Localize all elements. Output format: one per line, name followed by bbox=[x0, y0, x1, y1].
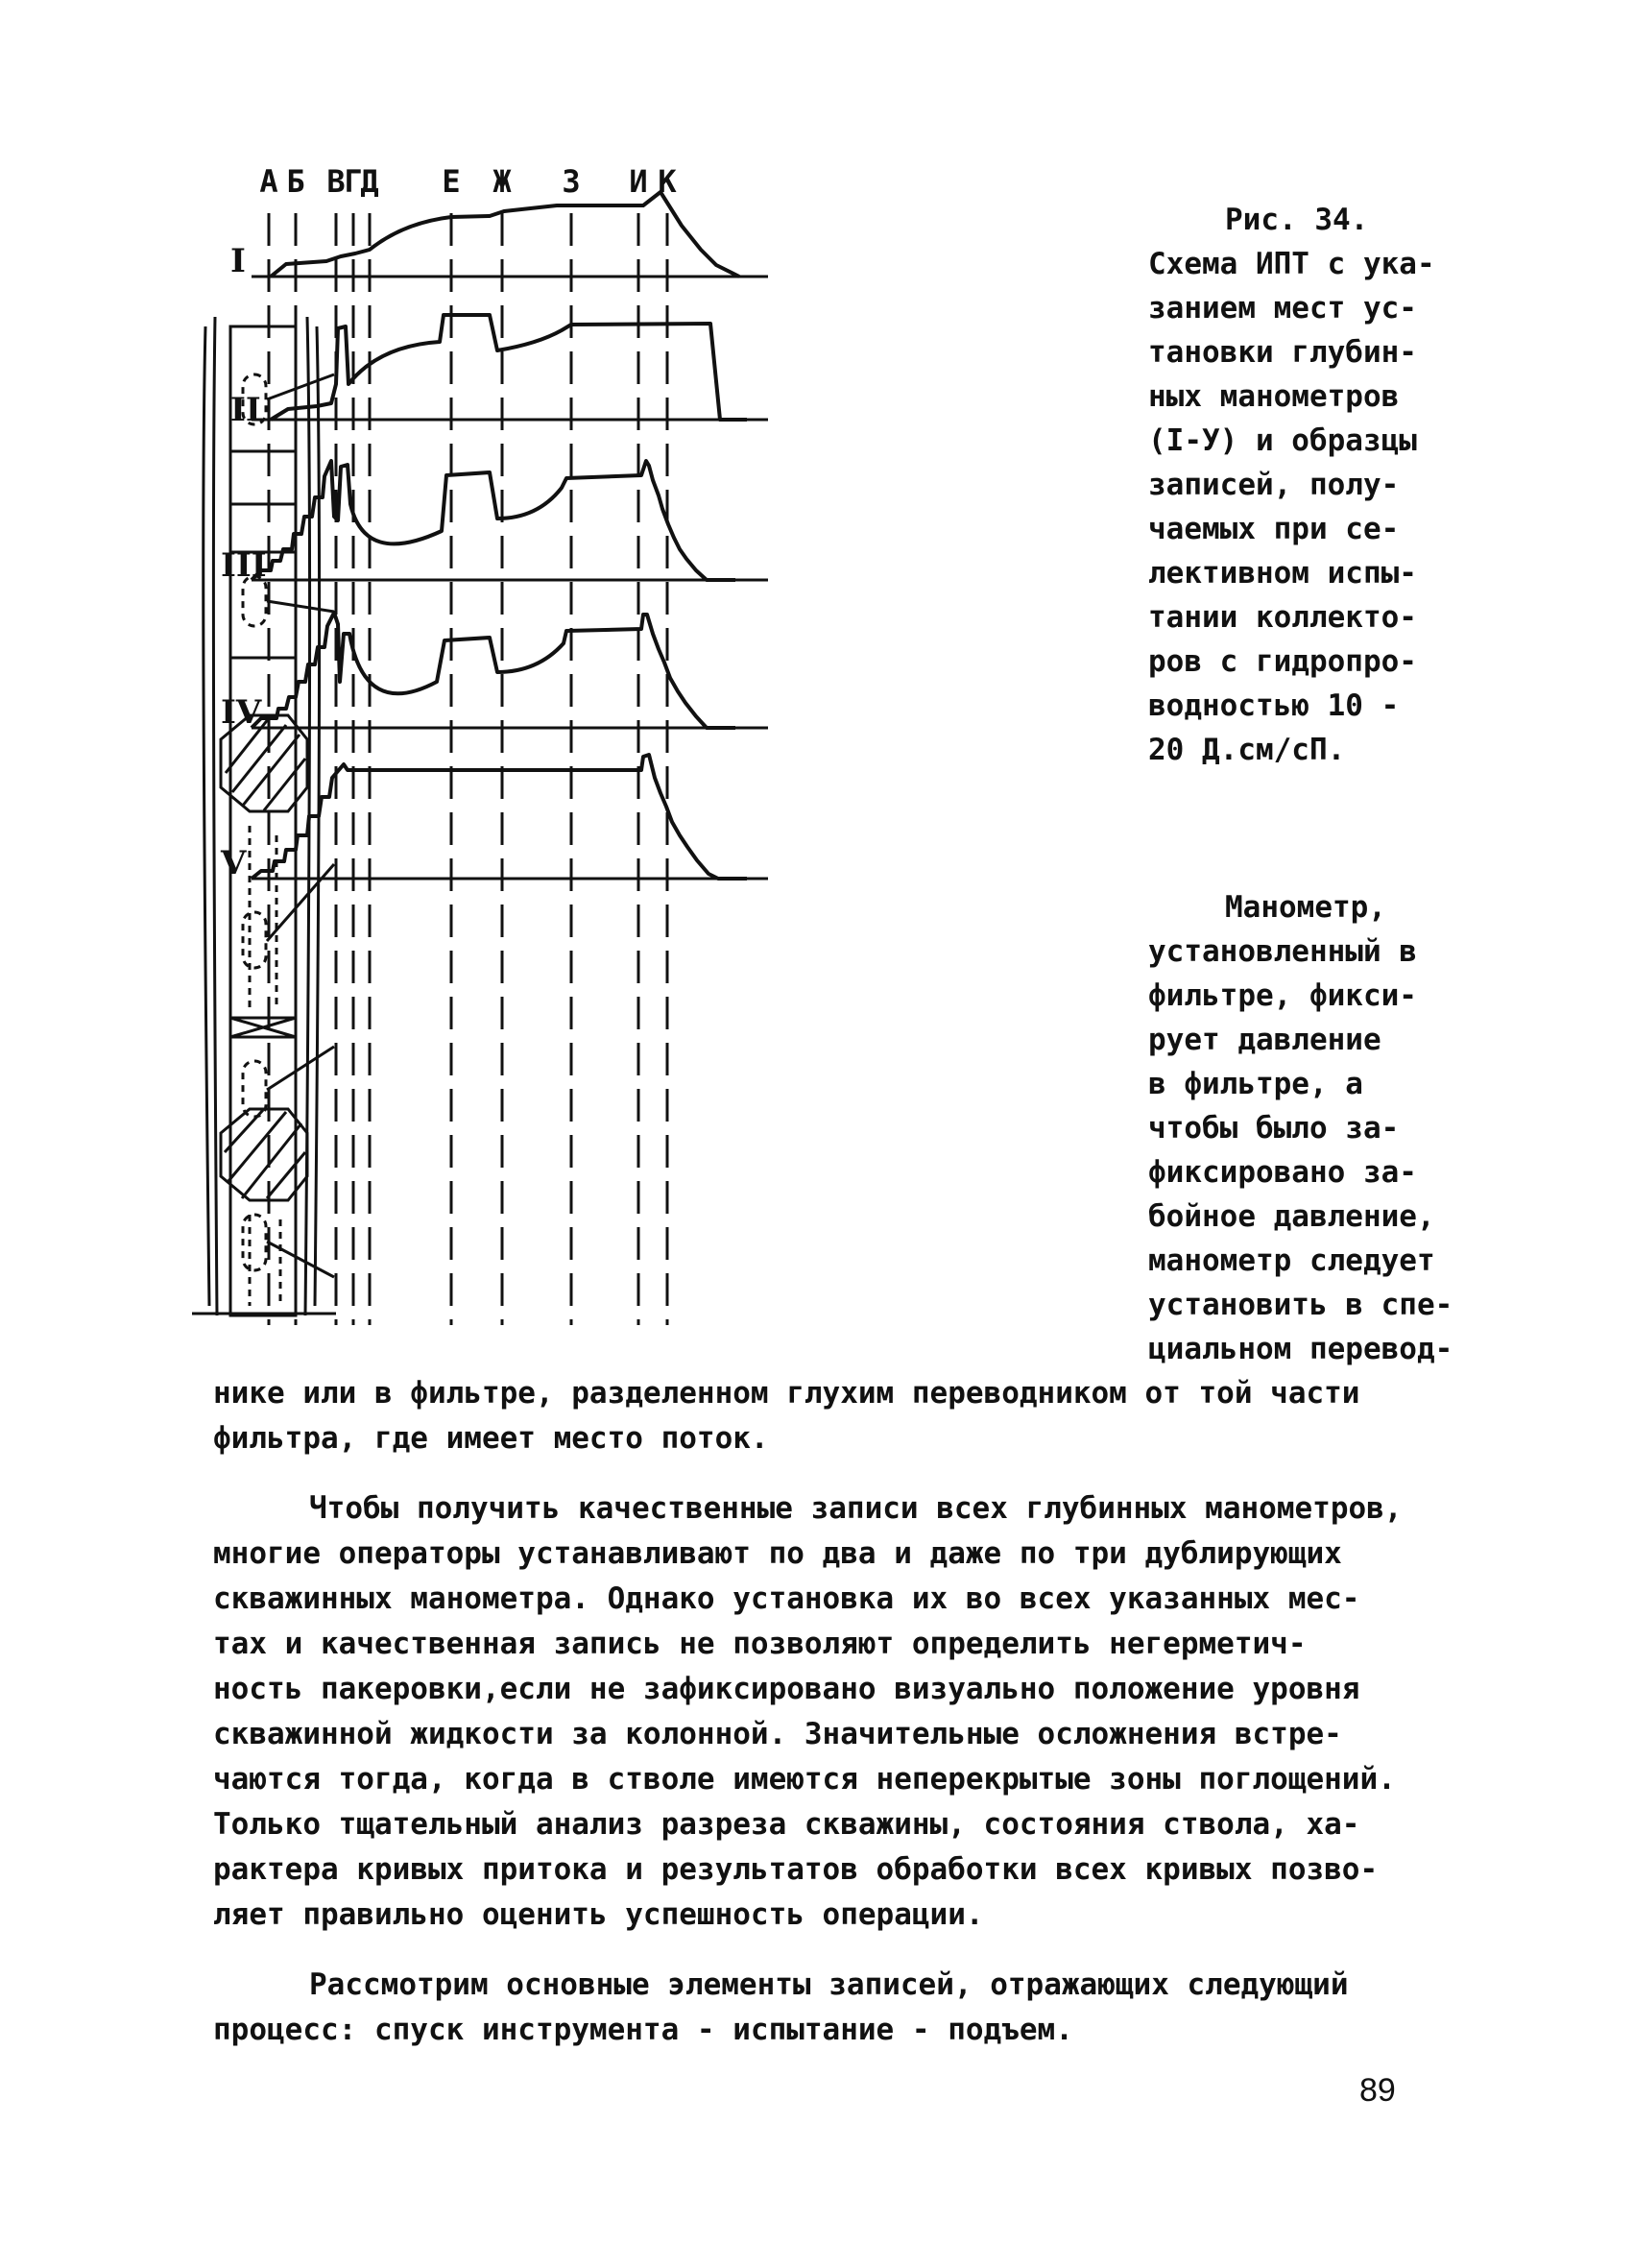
text-line: чаются тогда, когда в стволе имеются неперекрытые зоны поглощений. bbox=[213, 1762, 1396, 1797]
text-line: бойное давление, bbox=[1148, 1199, 1435, 1234]
caption-line: Схема ИПТ с ука- bbox=[1148, 247, 1435, 281]
text-line: фильтре, фикси- bbox=[1148, 978, 1417, 1013]
caption-line: тании коллекто- bbox=[1148, 600, 1417, 635]
body-text bbox=[213, 1371, 1490, 2053]
text-line: ляет правильно оценить успешность операции. bbox=[213, 1897, 984, 1932]
caption-line: записей, полу- bbox=[1148, 468, 1400, 502]
leader-V bbox=[267, 1242, 334, 1277]
text-line: скважинной жидкости за колонной. Значительные осложнения встре- bbox=[213, 1717, 1342, 1751]
text-line: манометр следует bbox=[1148, 1243, 1435, 1278]
column-label: И bbox=[629, 163, 648, 200]
figure-34 bbox=[173, 163, 1142, 1335]
caption-line: ных манометров bbox=[1148, 379, 1400, 414]
gauge-label: II bbox=[230, 391, 261, 429]
gauge-label: IV bbox=[221, 693, 262, 732]
packer-hatch bbox=[232, 725, 286, 792]
gauge-label: V bbox=[221, 844, 247, 882]
text-line: циальном перевод- bbox=[1148, 1332, 1453, 1366]
pressure-record-5 bbox=[252, 755, 747, 879]
caption-line: водностью 10 - bbox=[1148, 688, 1400, 723]
caption-line: тановки глубин- bbox=[1148, 335, 1417, 370]
column-label: В bbox=[326, 163, 346, 200]
borehole-wall-left-inner bbox=[213, 317, 217, 1315]
caption-line: 20 Д.см/сП. bbox=[1148, 733, 1346, 767]
page-number: 89 bbox=[1359, 2072, 1396, 2109]
text-line: чтобы было за- bbox=[1148, 1111, 1400, 1146]
figure-number: Рис. 34. bbox=[1225, 203, 1369, 237]
text-line: нике или в фильтре, разделенном глухим переводником от той части bbox=[213, 1376, 1360, 1411]
packer-hatch bbox=[228, 1112, 286, 1181]
leader-I bbox=[267, 374, 334, 399]
text-line: рактера кривых притока и результатов обработки всех кривых позво- bbox=[213, 1852, 1379, 1887]
pressure-records bbox=[252, 192, 747, 879]
pressure-record-2 bbox=[271, 315, 747, 420]
leader-II bbox=[267, 601, 334, 612]
text-line: в фильтре, а bbox=[1148, 1067, 1363, 1101]
gauge-label: III bbox=[221, 546, 267, 585]
pressure-record-1 bbox=[271, 192, 739, 277]
column-label: К bbox=[658, 163, 677, 200]
text-line: Только тщательный анализ разреза скважины, состояния ствола, ха- bbox=[213, 1807, 1360, 1842]
gauge-V-symbol bbox=[243, 1215, 266, 1270]
gauge-III-symbol bbox=[243, 912, 266, 968]
column-label: Ж bbox=[492, 163, 512, 200]
text-line: многие операторы устанавливают по два и даже по три дублирующих bbox=[213, 1536, 1342, 1571]
column-label: А bbox=[259, 163, 278, 200]
leader-IV bbox=[267, 1047, 334, 1090]
column-label: Д bbox=[360, 163, 379, 200]
borehole-wall-left bbox=[204, 326, 209, 1306]
column-label: З bbox=[562, 163, 581, 200]
column-labels bbox=[259, 163, 677, 200]
figure-caption bbox=[1148, 198, 1494, 772]
packer-hatch bbox=[242, 1123, 301, 1198]
text-line: рует давление bbox=[1148, 1023, 1381, 1057]
text-line: установить в спе- bbox=[1148, 1288, 1453, 1322]
pressure-record-3 bbox=[252, 461, 735, 580]
caption-line: лективном испы- bbox=[1148, 556, 1417, 591]
caption-line: (I-У) и образцы bbox=[1148, 423, 1417, 458]
text-line: Чтобы получить качественные записи всех глубинных манометров, bbox=[309, 1491, 1403, 1526]
caption-line: занием мест ус- bbox=[1148, 291, 1417, 326]
text-line: ность пакеровки,если не зафиксировано визуально положение уровня bbox=[213, 1672, 1360, 1706]
side-paragraph bbox=[1148, 885, 1494, 1371]
text-line: фильтра, где имеет место поток. bbox=[213, 1421, 769, 1456]
text-line: тах и качественная запись не позволяют определить негерметич- bbox=[213, 1627, 1307, 1661]
figure-svg bbox=[173, 163, 1142, 1335]
caption-line: ров с гидропро- bbox=[1148, 644, 1417, 679]
text-line: Рассмотрим основные элементы записей, отражающих следующий bbox=[309, 1967, 1349, 2002]
gauge-label: I bbox=[230, 242, 246, 280]
text-line: Манометр, bbox=[1225, 890, 1386, 925]
text-line: процесс: спуск инструмента - испытание - подъем. bbox=[213, 2013, 1073, 2047]
column-label: Б bbox=[286, 163, 305, 200]
column-label: Г bbox=[344, 163, 363, 200]
text-line: фиксировано за- bbox=[1148, 1155, 1417, 1190]
column-label: Е bbox=[442, 163, 461, 200]
text-line: скважинных манометра. Однако установка их во всех указанных мес- bbox=[213, 1581, 1360, 1616]
text-line: установленный в bbox=[1148, 934, 1417, 969]
caption-line: чаемых при се- bbox=[1148, 512, 1400, 546]
pressure-record-4 bbox=[252, 613, 735, 728]
